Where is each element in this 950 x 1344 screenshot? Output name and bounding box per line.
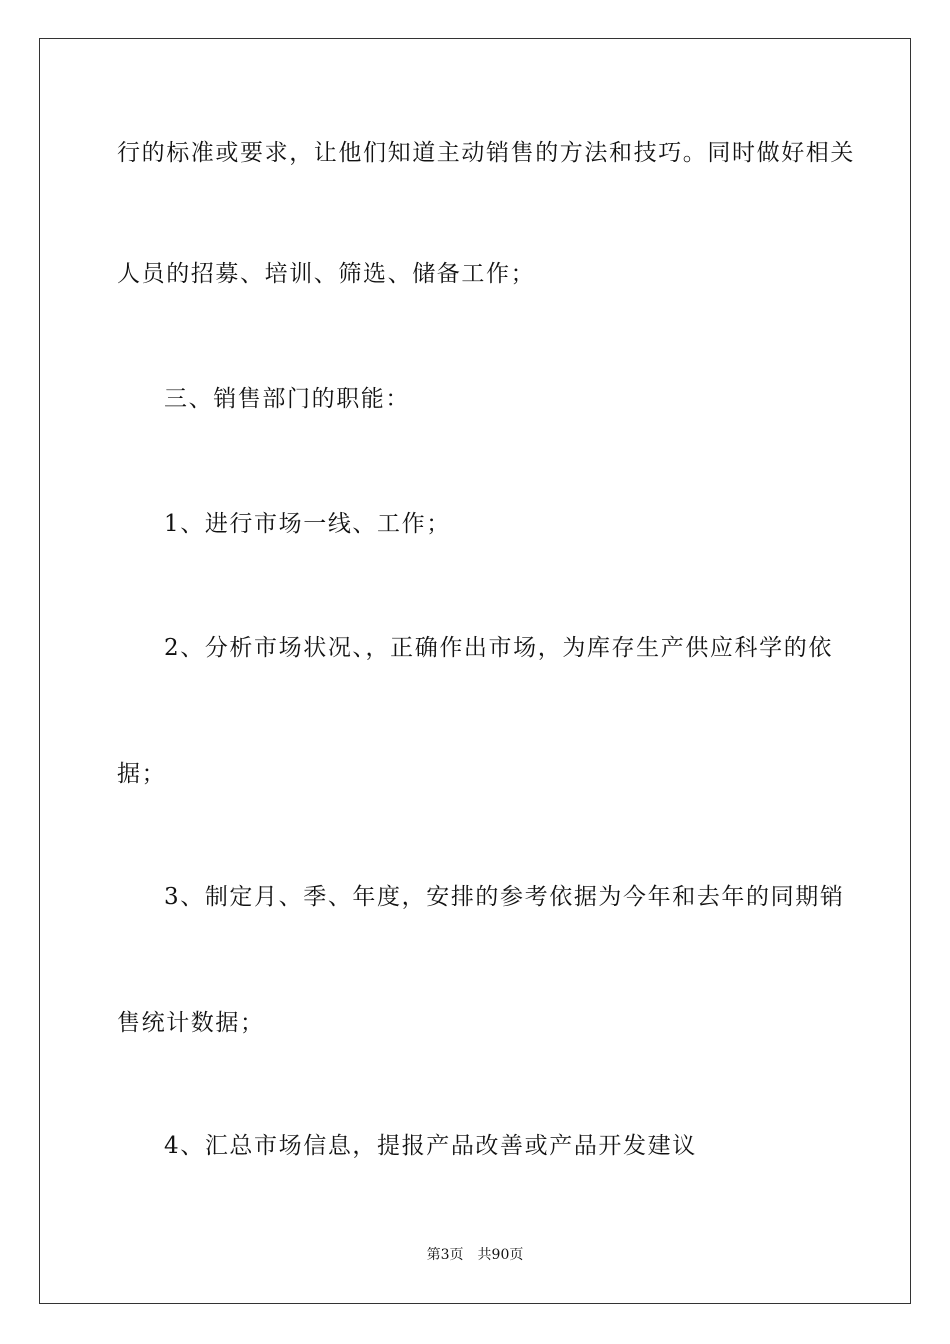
page-total: 共90页 [477, 1247, 524, 1263]
list-item-2-cont: 据； [117, 761, 167, 787]
page-footer [0, 1246, 950, 1264]
page-number: 第3页 [426, 1247, 464, 1263]
page-border [39, 38, 911, 1304]
section-heading: 三、销售部门的职能： [164, 386, 410, 412]
list-item-2: 2、分析市场状况、，正确作出市场，为库存生产供应科学的依 [164, 635, 833, 661]
list-item-3-cont: 售统计数据； [117, 1010, 265, 1036]
list-item-3: 3、制定月、季、年度，安排的参考依据为今年和去年的同期销 [164, 884, 845, 910]
list-item-4: 4、汇总市场信息，提报产品改善或产品开发建议 [164, 1133, 697, 1159]
body-line-1: 行的标准或要求，让他们知道主动销售的方法和技巧。同时做好相关 [117, 140, 855, 166]
body-line-2: 人员的招募、培训、筛选、储备工作； [117, 261, 536, 287]
list-item-1: 1、进行市场一线、工作； [164, 511, 451, 537]
